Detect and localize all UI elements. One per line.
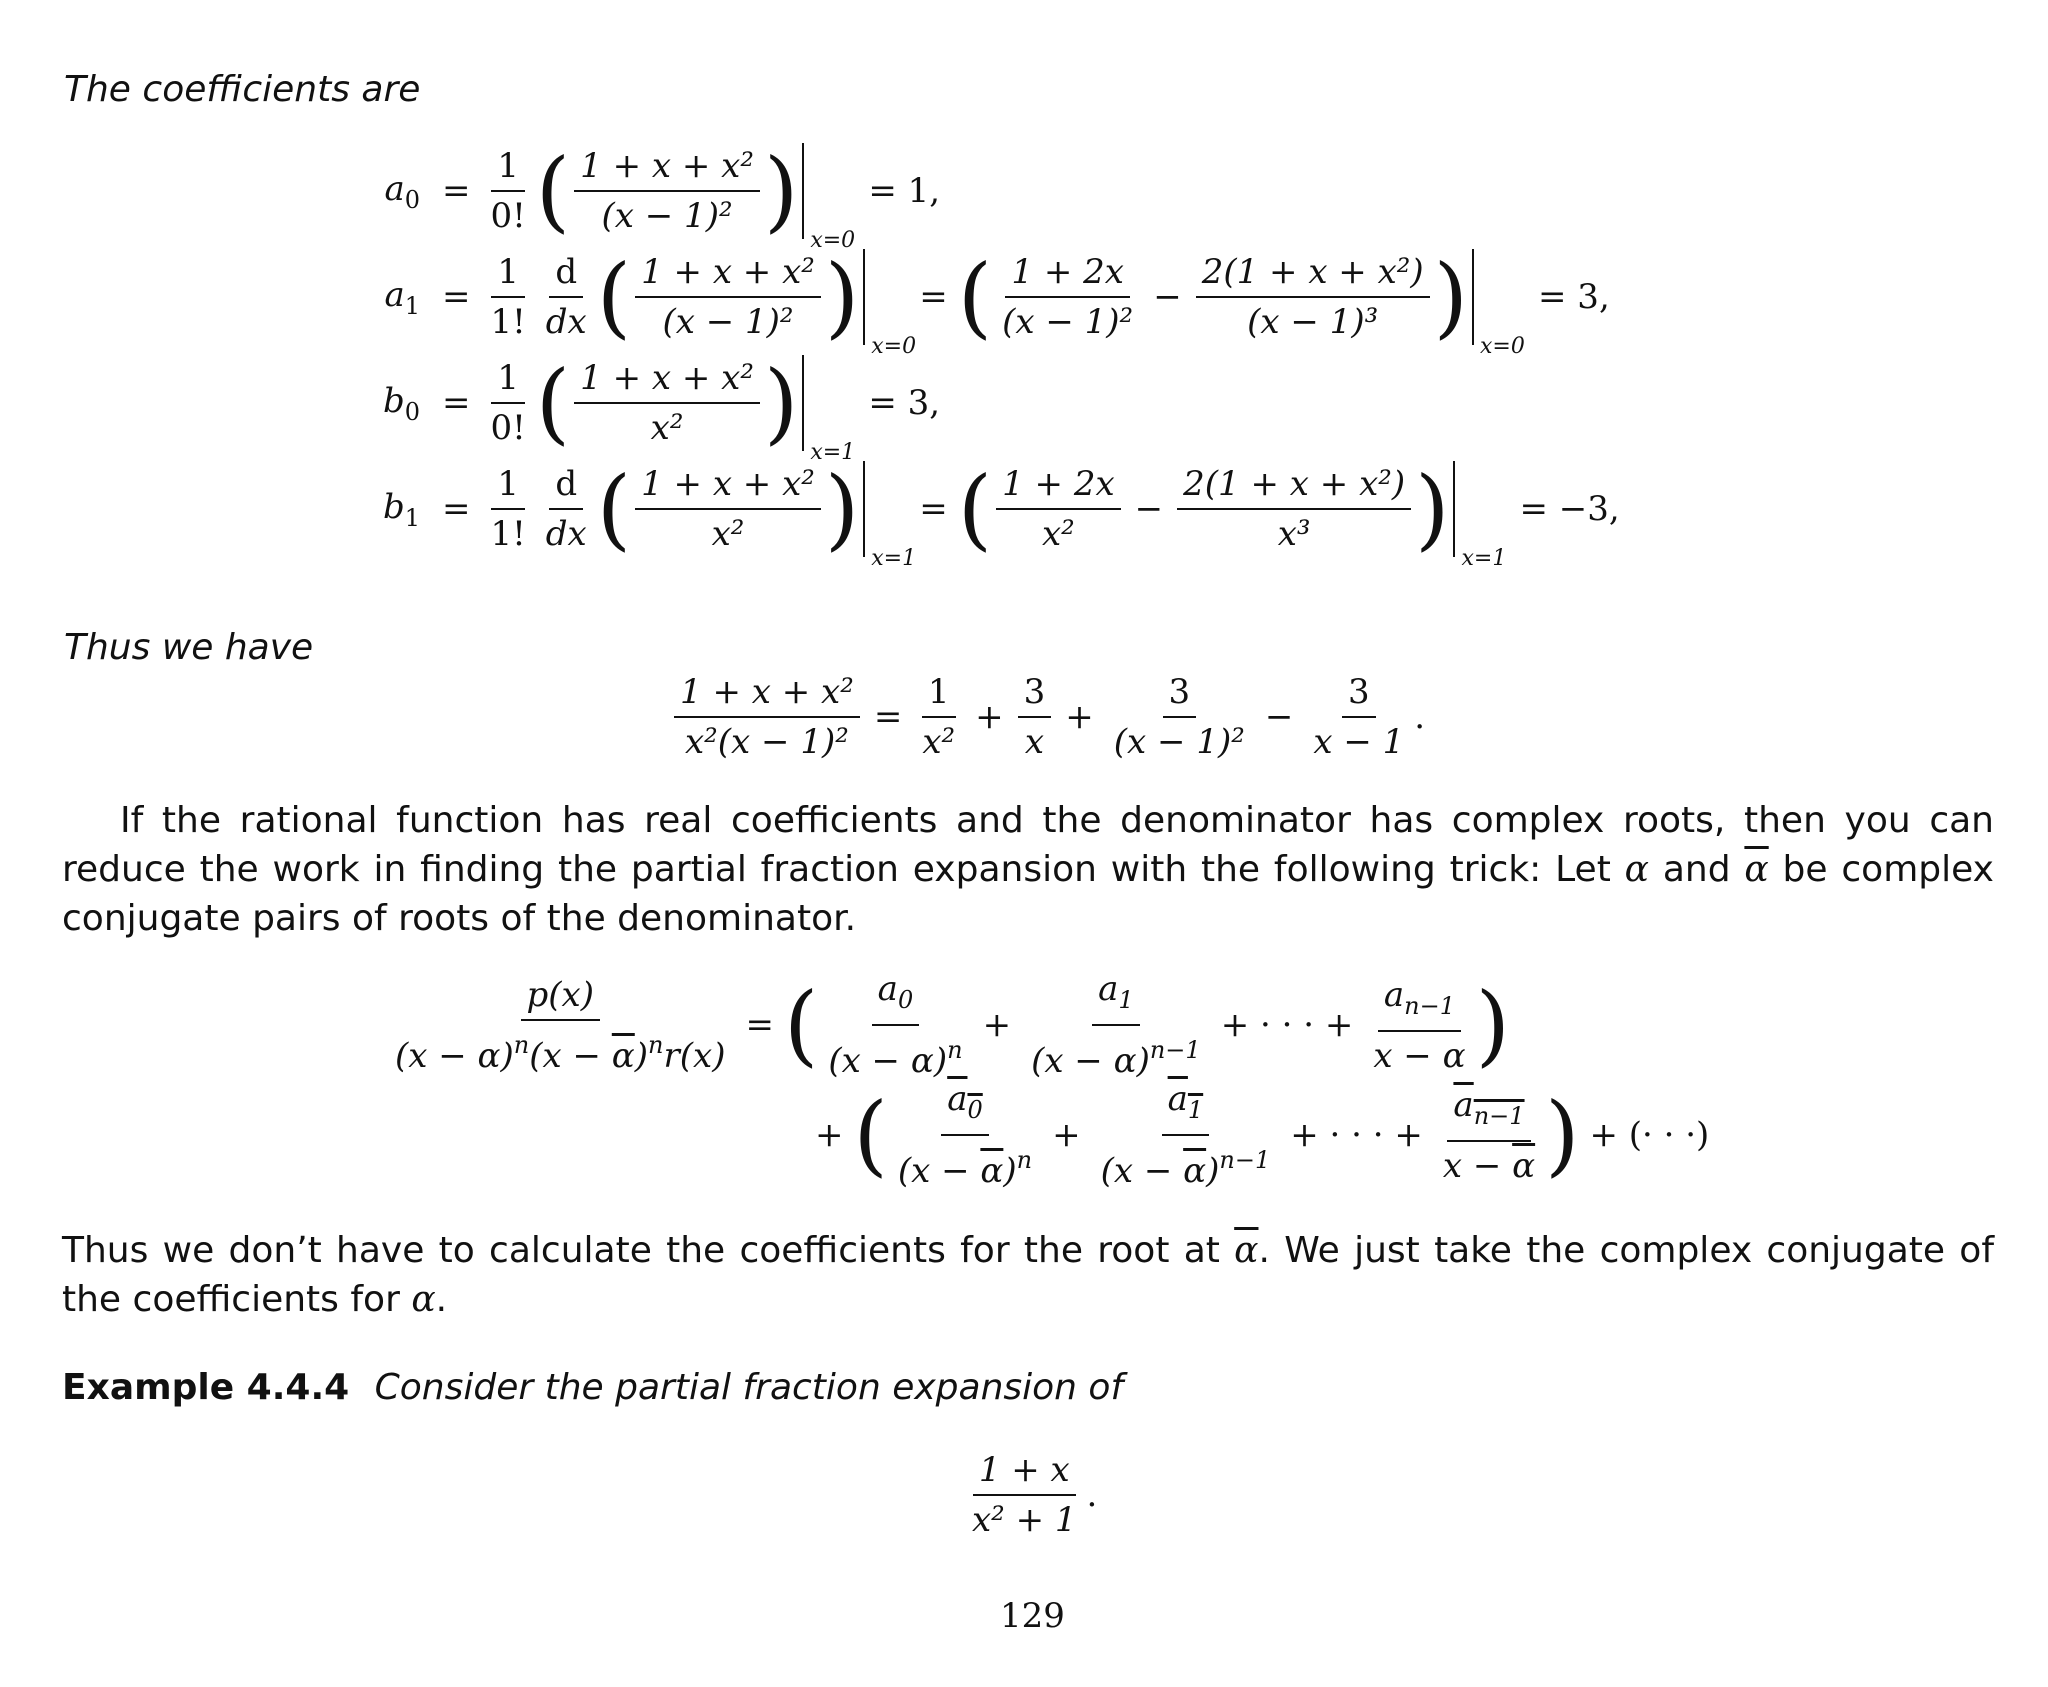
equation-a1: $a_1$ = $\frac{1}{1!}$ $\frac{d}{dx}$ ( $\frac{\text{1 + x + x²}}{\text{(x − 1)²}}$ ) x=0 = ( $\frac{1 + 2x}{\text{(x − 1)²}}$ − $\frac{\text{2(1 + x + x²)}}{\text{(x − 1)³}}$ ) x=0 = 3, bbox=[384, 245, 1610, 359]
intro-text: The coefficients are bbox=[64, 69, 421, 110]
example-label: Example 4.4.4 bbox=[62, 1367, 350, 1408]
equation-b0: $b_0$ = $\frac{1}{0!}$ ( $\frac{\text{1 + x + x²}}{\text{x²}}$ ) x=1 = 3, bbox=[382, 351, 941, 465]
example-heading bbox=[62, 1364, 1123, 1412]
equation-a0: $a_0$ = $\frac{1}{0!}$ ( $\frac{\text{1 + x + x²}}{\text{(x − 1)²}}$ ) x=0 = 1, bbox=[384, 139, 941, 253]
thus-we-have-label: Thus we have bbox=[64, 627, 314, 668]
paragraph-conjugate-note: Thus we don’t have to calculate the coefficients for the root at $\overline{\alpha}$. We just take the complex conjugate of the coefficients for α. bbox=[62, 1230, 1995, 1320]
paragraph-complex-roots: If the rational function has real coefficients and the denominator has complex roots, then you can reduce the work in finding the partial fraction expansion with the following trick: Let α and $\overline{\alpha}$ be complex conjugate pairs of roots of the denominator. bbox=[62, 800, 1994, 939]
example-text: Consider the partial fraction expansion of bbox=[374, 1367, 1124, 1408]
page-number: 129 bbox=[1000, 1596, 1065, 1636]
partial-fraction-result: $\frac{\text{1 + x + x²}}{\text{x²(x − 1)²}}$ = $\frac{1}{\text{x²}}$ + $\frac{3}{x}$ + $\frac{3}{\text{(x − 1)²}}$ − $\frac{3}{x - 1}$ . bbox=[670, 662, 1425, 772]
conjugate-expansion: $\frac{p(x)}{(x - \alpha)^n(x - \overline{\alpha})^nr(x)}$ = ( $\frac{a_0}{(x - \alpha)^n}$ + $\frac{a_1}{(x - \alpha)^{n-1}}$ + · · · + $\frac{a_{n-1}}{x - \alpha}$ ) + ( $\frac{a_0}{(x - \overline{\alpha})^n}$ + $\frac{a_1}{(x - \overline{\alpha})^{n-1}}$ + · · · + $\frac{a_{n-1}}{x - \overline{\alpha}}$ ) + (· · ·) bbox=[395, 969, 1710, 1191]
coefficient-equations bbox=[350, 138, 1700, 571]
example-fraction: $\frac{1 + x}{\text{x² + 1}}$ . bbox=[972, 1450, 1098, 1540]
equation-b1: $b_1$ = $\frac{1}{1!}$ $\frac{d}{dx}$ ( $\frac{\text{1 + x + x²}}{\text{x²}}$ ) x=1 = ( $\frac{1 + 2x}{\text{x²}}$ − $\frac{\text{2(1 + x + x²)}}{\text{x³}}$ ) x=1 = −3, bbox=[382, 457, 1620, 571]
